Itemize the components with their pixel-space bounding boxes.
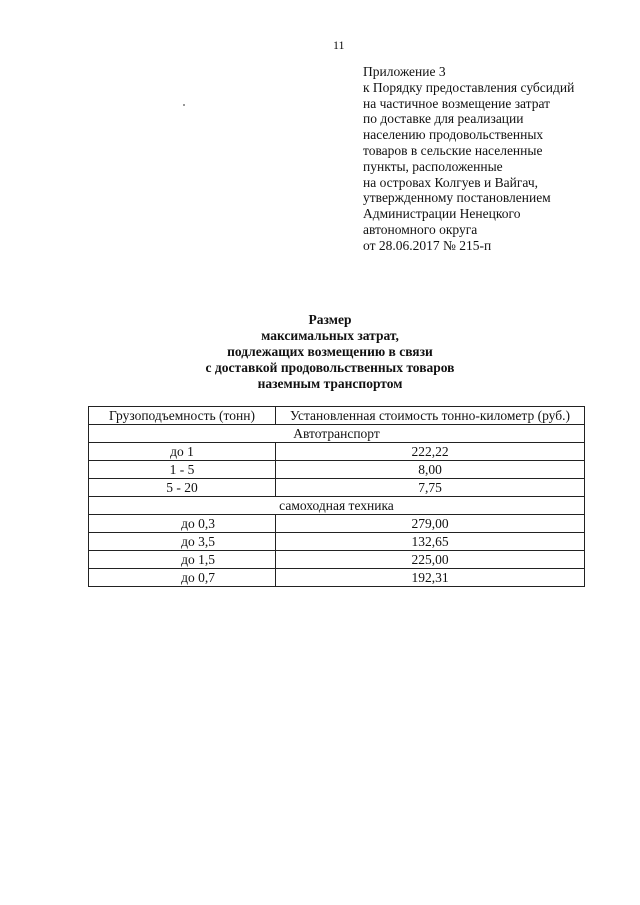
table-row [89,461,585,479]
table-row [89,551,585,569]
cost-cell: 132,65 [276,533,585,551]
header-capacity: Грузоподъемность (тонн) [89,407,276,425]
title-line: наземным транспортом [257,376,403,391]
capacity-cell: до 0,7 [89,569,276,587]
annex-line: пункты, расположенные [363,158,503,174]
cost-cell: 222,22 [276,443,585,461]
title-line: максимальных затрат, [261,328,399,343]
annex-line: к Порядку предоставления субсидий [363,79,575,95]
table-header-row [89,407,585,425]
capacity-cell: 5 - 20 [89,479,276,497]
table-row [89,443,585,461]
group-name-motor-transport: Автотранспорт [89,425,585,443]
capacity-cell: до 1 [89,443,276,461]
annex-line: автономного округа [363,221,478,237]
group-name-self-propelled: самоходная техника [89,497,585,515]
cost-cell: 7,75 [276,479,585,497]
cost-cell: 279,00 [276,515,585,533]
page-number: 11 [333,38,345,52]
table-row [89,515,585,533]
capacity-cell: до 0,3 [89,515,276,533]
annex-line: утвержденному постановлением [363,190,551,206]
annex-reference [363,64,623,254]
title-line: Размер [308,312,352,327]
title-line: подлежащих возмещению в связи [227,344,433,359]
cost-cell: 8,00 [276,461,585,479]
document-title [150,312,510,392]
table-row [89,479,585,497]
annex-line: товаров в сельские населенные [363,142,543,158]
annex-line: на островах Колгуев и Вайгач, [363,174,539,190]
annex-line: Приложение 3 [363,64,446,79]
annex-line: по доставке для реализации [363,111,524,127]
group-row [89,497,585,515]
cost-cell: 225,00 [276,551,585,569]
scan-speck [183,104,185,106]
table-row [89,533,585,551]
annex-line: Администрации Ненецкого [363,206,521,222]
cost-cell: 192,31 [276,569,585,587]
header-cost: Установленная стоимость тонно-километр (руб.) [276,407,585,425]
rates-table [88,406,585,587]
annex-line: на частичное возмещение затрат [363,95,551,111]
title-line: с доставкой продовольственных товаров [205,360,455,375]
capacity-cell: до 1,5 [89,551,276,569]
table-row [89,569,585,587]
annex-line: от 28.06.2017 № 215-п [363,237,492,253]
capacity-cell: до 3,5 [89,533,276,551]
annex-line: населению продовольственных [363,127,544,143]
capacity-cell: 1 - 5 [89,461,276,479]
group-row [89,425,585,443]
